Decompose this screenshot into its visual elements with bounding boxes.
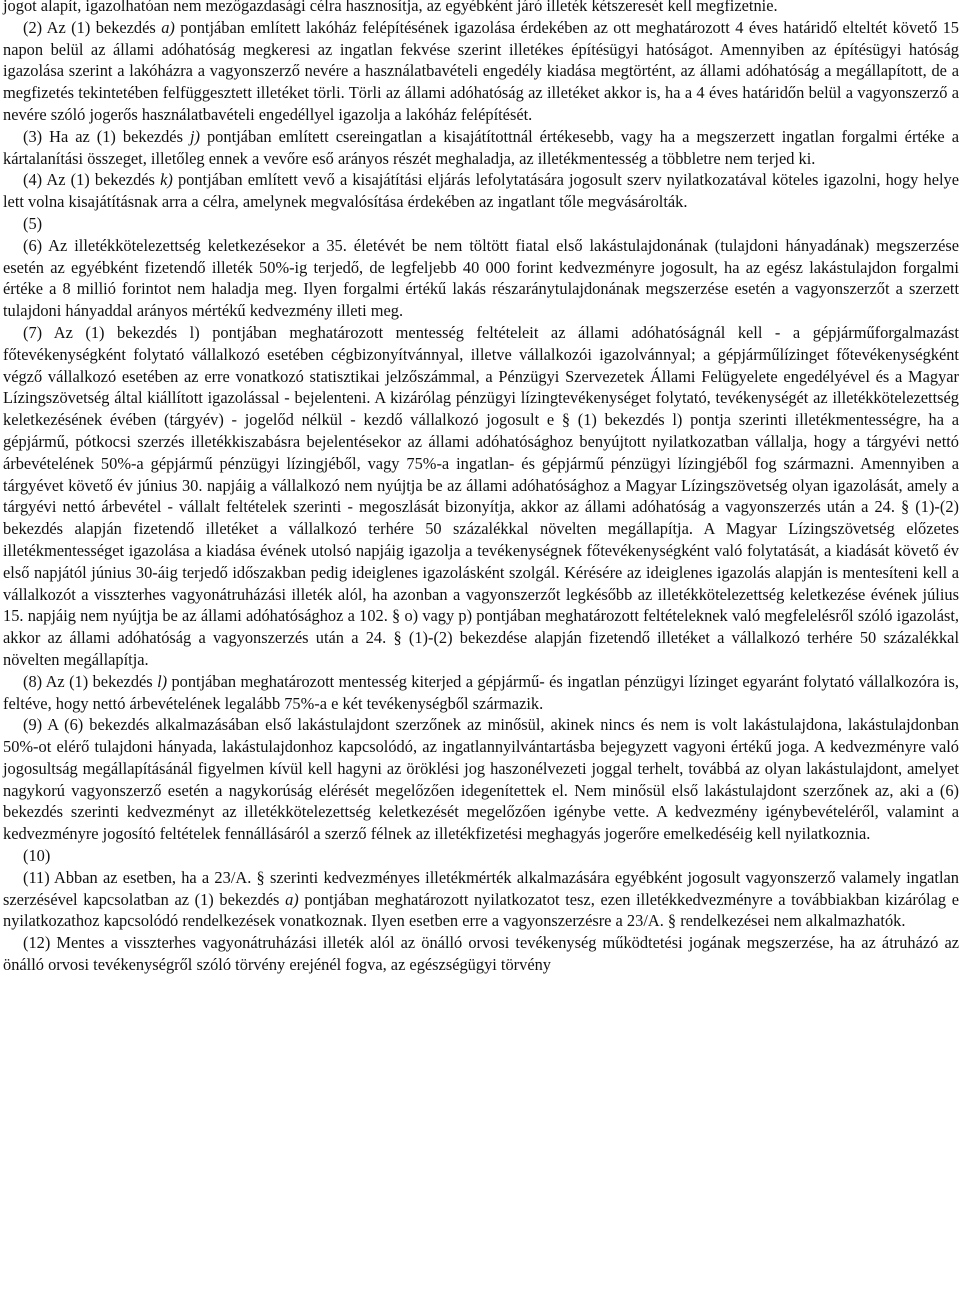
point-reference: a) — [285, 889, 299, 909]
point-reference: k) — [160, 170, 173, 190]
paragraph-2 — [3, 17, 959, 126]
point-reference: a) — [161, 17, 175, 37]
paragraph-6 — [3, 235, 959, 322]
paragraph-8 — [3, 671, 959, 715]
point-reference: l) — [157, 671, 168, 691]
text-run: (3) Ha az (1) bekezdés — [23, 126, 190, 146]
text-run: (6) Az illetékkötelezettség keletkezésekor a 35. életévét be nem töltött fiatal első lakástulajdonának (tulajdoni hányadának) megszerzése esetén az egyébként fizetendő illeték 50%-ig terjedő, de legfeljebb 40 000 forint kedvezményre jogosult, ha az egész lakástulajdon forgalmi értéke a 8 millió forintot nem haladja meg. Ilyen forgalmi értékű lakás részaránytulajdonának megszerzése esetén a vagyonszerzőt a szerzett tulajdoni hányaddal arányos mértékű kedvezmény illeti meg. — [3, 235, 959, 321]
paragraph-11 — [3, 867, 959, 932]
text-run: (4) Az (1) bekezdés — [23, 170, 161, 190]
text-run: (12) Mentes a visszterhes vagyonátruházási illeték alól az önálló orvosi tevékenység működtetési jogának megszerzése, ha az átruházó az önálló orvosi tevékenységről szóló törvény erejénél fogva, az egészségügyi törvény — [3, 933, 959, 975]
paragraph-12 — [3, 932, 959, 976]
text-run: pontjában meghatározott nyilatkozatot tesz, ezen illetékkedvezményre a továbbiakban kizárólag e nyilatkozathoz kapcsolódó rendelkezések vonatkoznak. Ilyen esetben erre a vagyonszerzésre a 23/A. § rendelkezései nem alkalmazhatók. — [3, 889, 959, 931]
paragraph-3 — [3, 126, 959, 170]
paragraph-7 — [3, 322, 959, 671]
paragraph-10 — [3, 845, 959, 867]
text-run: pontjában meghatározott mentesség kiterjed a gépjármű- és ingatlan pénzügyi lízinget egyaránt folytató vállalkozóra is, feltéve, hogy nettó árbevételének legalább 75%-a e két tevékenységből származik. — [3, 671, 960, 713]
text-run: pontjában említett vevő a kisajátítási eljárás lefolytatására jogosult szerv nyilatkozatával köteles igazolni, hogy helye lett volna kisajátításnak arra a célra, amelynek megvalósítása érdekében az ingatlant tőle megvásárolták. — [3, 170, 959, 212]
point-reference: j) — [189, 126, 200, 146]
text-run: (8) Az (1) bekezdés — [23, 671, 158, 691]
text-run: jogot alapít, igazolhatóan nem mezőgazdasági célra hasznosítja, az egyébként járó illeték kétszeresét kell megfizetnie. — [3, 0, 778, 15]
text-run: (10) — [23, 846, 51, 866]
text-run: (11) Abban az esetben, ha a 23/A. § szerinti kedvezményes illetékmérték alkalmazására egyébként jogosult vagyonszerző valamely ingatlan szerzésével kapcsolatban az (1) bekezdés — [3, 867, 959, 909]
text-run: (9) A (6) bekezdés alkalmazásában első lakástulajdont szerzőnek az minősül, akinek nincs és nem is volt lakástulajdona, lakástulajdonban 50%-ot elérő tulajdoni hányada, lakástulajdonhoz kapcsolódó, az ingatlannyilvántartásba bejegyzett vagyoni értékű joga. A kedvezményre való jogosultság megállapításánál figyelmen kívül kell hagyni az öröklési jog haszonélvezeti joggal terhelt, továbbá az olyan lakástulajdont, amelyet nagykorú vagyonszerző esetén a nagykorúság elérését megelőzően idegenítettek el. Nem minősül első lakástulajdont szerzőnek az, aki a (6) bekezdés szerinti kedvezményt az illetékkötelezettség keletkezését megelőzően igénybe vette. A kedvezmény igénybevételéről, valamint a kedvezményre jogosító feltételek fennállásáról a szerző félnek az illetékfizetési meghagyás jogerőre emelkedéséig kell nyilatkoznia. — [3, 715, 959, 844]
paragraph-4 — [3, 169, 959, 213]
text-run: pontjában említett lakóház felépítésének igazolása érdekében az ott meghatározott 4 éves határidő elteltét követő 15 napon belül az állami adóhatóság megkeresi az ingatlan fekvése szerint illetékes építésügyi hatóságot. Amennyiben az építésügyi hatóság igazolása szerint a lakóházra a vagyonszerző nevére a használatbavételi engedély kiadása megtörtént, az állami adóhatóság a megállapított, de a megfizetés tekintetében felfüggesztett illetéket törli. Törli az állami adóhatóság az illetéket akkor is, ha a 4 éves határidőn belül a vagyonszerző a nevére szóló jogerős használatbavételi engedéllyel igazolja a lakóház felépítését. — [3, 17, 959, 124]
paragraph-continuation — [3, 0, 959, 17]
text-run: (7) Az (1) bekezdés l) pontjában meghatározott mentesség feltételeit az állami adóhatóságnál kell - a gépjárműforgalmazást főtevékenységként folytató vállalkozó esetében cégbizonyítvánnyal, illetve vállalkozói igazolvánnyal; a gépjárműlízinget főtevékenységként végző vállalkozó esetében az erre vonatkozó statisztikai jelzőszámmal, a Pénzügyi Szervezetek Állami Felügyelete engedélyével és a Magyar Lízingszövetség által kiállított igazolással - bejelenteni. A kizárólag pénzügyi lízingtevékenységet folytató, tevékenységét az illetékkötelezettség keletkezésének évében (tárgyév) - jogelőd nélkül - kezdő vállalkozó jogosult e § (1) bekezdés l) pontja szerinti illetékmentességre, ha a gépjármű, pótkocsi szerzés illetékkiszabásra bejelentésekor az állami adóhatósághoz benyújtott nyilatkozatban vállalja, hogy a tárgyévi nettó árbevételének 50%-a gépjármű pénzügyi lízingjéből, vagy 75%-a ingatlan- és gépjármű pénzügyi lízingjéből fog származni. Amennyiben a tárgyévet követő év június 30. napjáig a vállalkozó nem nyújtja be az állami adóhatósághoz a Magyar Lízingszövetség olyan igazolását, amely a tárgyévi nettó árbevétel - vállalt feltételek szerinti - megoszlását bizonyítja, akkor az állami adóhatóság a vagyonszerzés után a 24. § (1)-(2) bekezdés alapján fizetendő illetéket a vállalkozó terhére 50 százalékkal növelten megállapítja. A Magyar Lízingszövetség előzetes illetékmentességet igazolása a kiadása évének utolsó napjáig igazolja a tevékenységnek főtevékenységként való folytatását, a kiadását követő év első napjától június 30-áig terjedő időszakban pedig ideiglenes igazolásként szolgál. Kérésére az ideiglenes igazolás alapján is mentesíteni kell a vállalkozót a visszterhes vagyonátruházási illeték alól, ha azonban a vagyonszerzőt legkésőbb az illetékkötelezettség keletkezése évének július 15. napjáig nem nyújtja be az állami adóhatósághoz a 102. § o) vagy p) pontjában meghatározott feltételeknek való megfelelésről szóló igazolást, akkor az állami adóhatóság a vagyonszerzés után a 24. § (1)-(2) bekezdése alapján fizetendő illetéket a vállalkozó terhére 50 százalékkal növelten megállapítja. — [3, 322, 959, 669]
text-run: (2) Az (1) bekezdés — [23, 17, 162, 37]
paragraph-9 — [3, 714, 959, 845]
text-run: (5) — [23, 213, 43, 233]
text-run: pontjában említett csereingatlan a kisajátítottnál értékesebb, vagy ha a megszerzett ingatlan forgalmi értéke a kártalanítási összeget, illetőleg ennek a vevőre eső arányos részét meghaladja, az illetékmentesség a többletre nem terjed ki. — [3, 126, 959, 168]
paragraph-5 — [3, 213, 959, 235]
